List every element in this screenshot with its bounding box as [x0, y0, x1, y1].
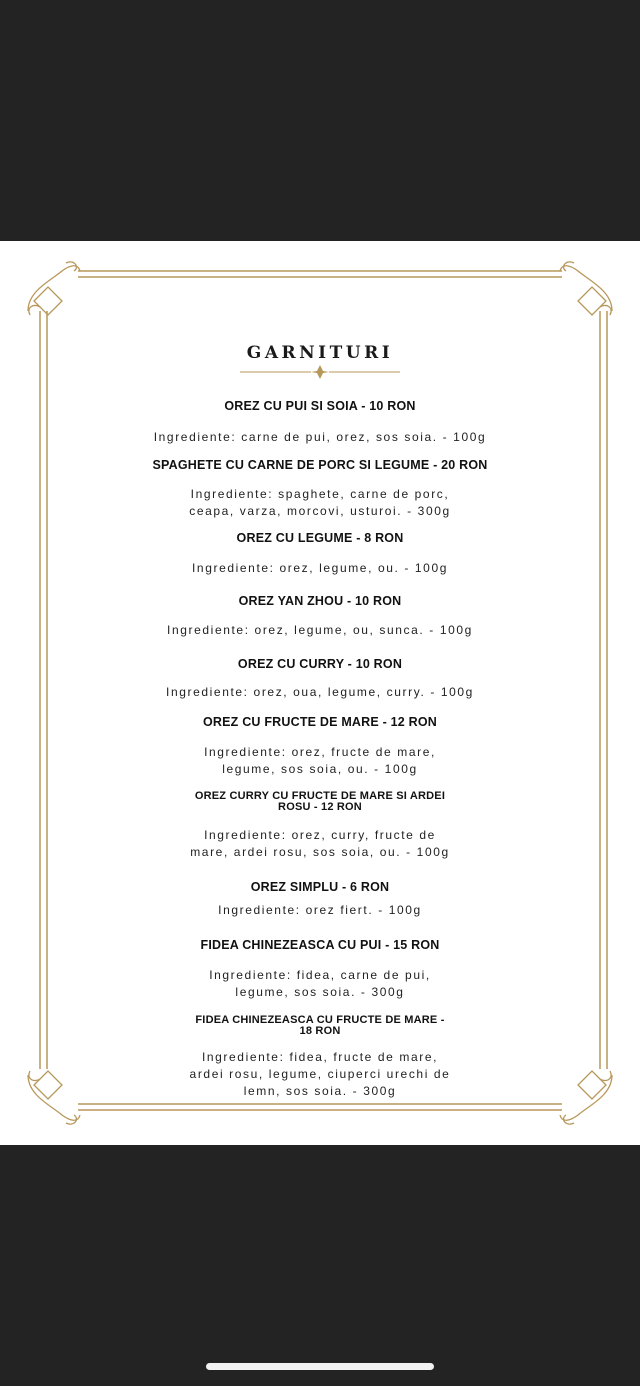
- menu-item-name: OREZ YAN ZHOU - 10 RON: [238, 594, 402, 608]
- menu-title: GARNITURI: [246, 343, 394, 363]
- menu-card: [0, 241, 640, 1145]
- corner-ornament-top-left: [28, 262, 80, 315]
- menu-item-ingredients: Ingrediente: orez, curry, fructe de mare, ardei rosu, sos soia, ou. - 100g: [190, 828, 450, 859]
- menu-item-ingredients: Ingrediente: fidea, carne de pui, legume, sos soia. - 300g: [209, 968, 431, 999]
- menu-item-ingredients: Ingrediente: fidea, fructe de mare, ardei rosu, legume, ciuperci urechi de lemn, sos soia. - 300g: [189, 1050, 451, 1098]
- menu-item-ingredients: Ingrediente: orez, legume, ou. - 100g: [192, 561, 448, 575]
- menu-item-ingredients: Ingrediente: orez fiert. - 100g: [218, 903, 422, 917]
- title-divider-ornament: [235, 364, 405, 380]
- menu-item-name: FIDEA CHINEZEASCA CU PUI - 15 RON: [200, 938, 440, 952]
- menu-item-name: SPAGHETE CU CARNE DE PORC SI LEGUME - 20 RON: [152, 458, 488, 472]
- menu-item-name: OREZ CU FRUCTE DE MARE - 12 RON: [203, 715, 437, 729]
- menu-item-ingredients: Ingrediente: orez, oua, legume, curry. - 100g: [166, 685, 474, 699]
- menu-item-name: OREZ SIMPLU - 6 RON: [250, 880, 390, 894]
- menu-item-name: OREZ CU CURRY - 10 RON: [237, 657, 403, 671]
- corner-ornament-top-right: [560, 262, 612, 315]
- menu-item-ingredients: Ingrediente: carne de pui, orez, sos soia. - 100g: [153, 430, 487, 444]
- menu-item-name: OREZ CU PUI SI SOIA - 10 RON: [224, 399, 416, 413]
- menu-item-name: FIDEA CHINEZEASCA CU FRUCTE DE MARE - 18 RON: [195, 1014, 445, 1037]
- menu-item-ingredients: Ingrediente: spaghete, carne de porc, ceapa, varza, morcovi, usturoi. - 300g: [189, 487, 451, 518]
- home-indicator-bar[interactable]: [206, 1363, 434, 1370]
- menu-item-ingredients: Ingrediente: orez, legume, ou, sunca. - 100g: [167, 623, 473, 637]
- menu-item-ingredients: Ingrediente: orez, fructe de mare, legume, sos soia, ou. - 100g: [204, 745, 436, 776]
- menu-item-name: OREZ CU LEGUME - 8 RON: [236, 531, 404, 545]
- menu-item-name: OREZ CURRY CU FRUCTE DE MARE SI ARDEI ROSU - 12 RON: [194, 790, 446, 813]
